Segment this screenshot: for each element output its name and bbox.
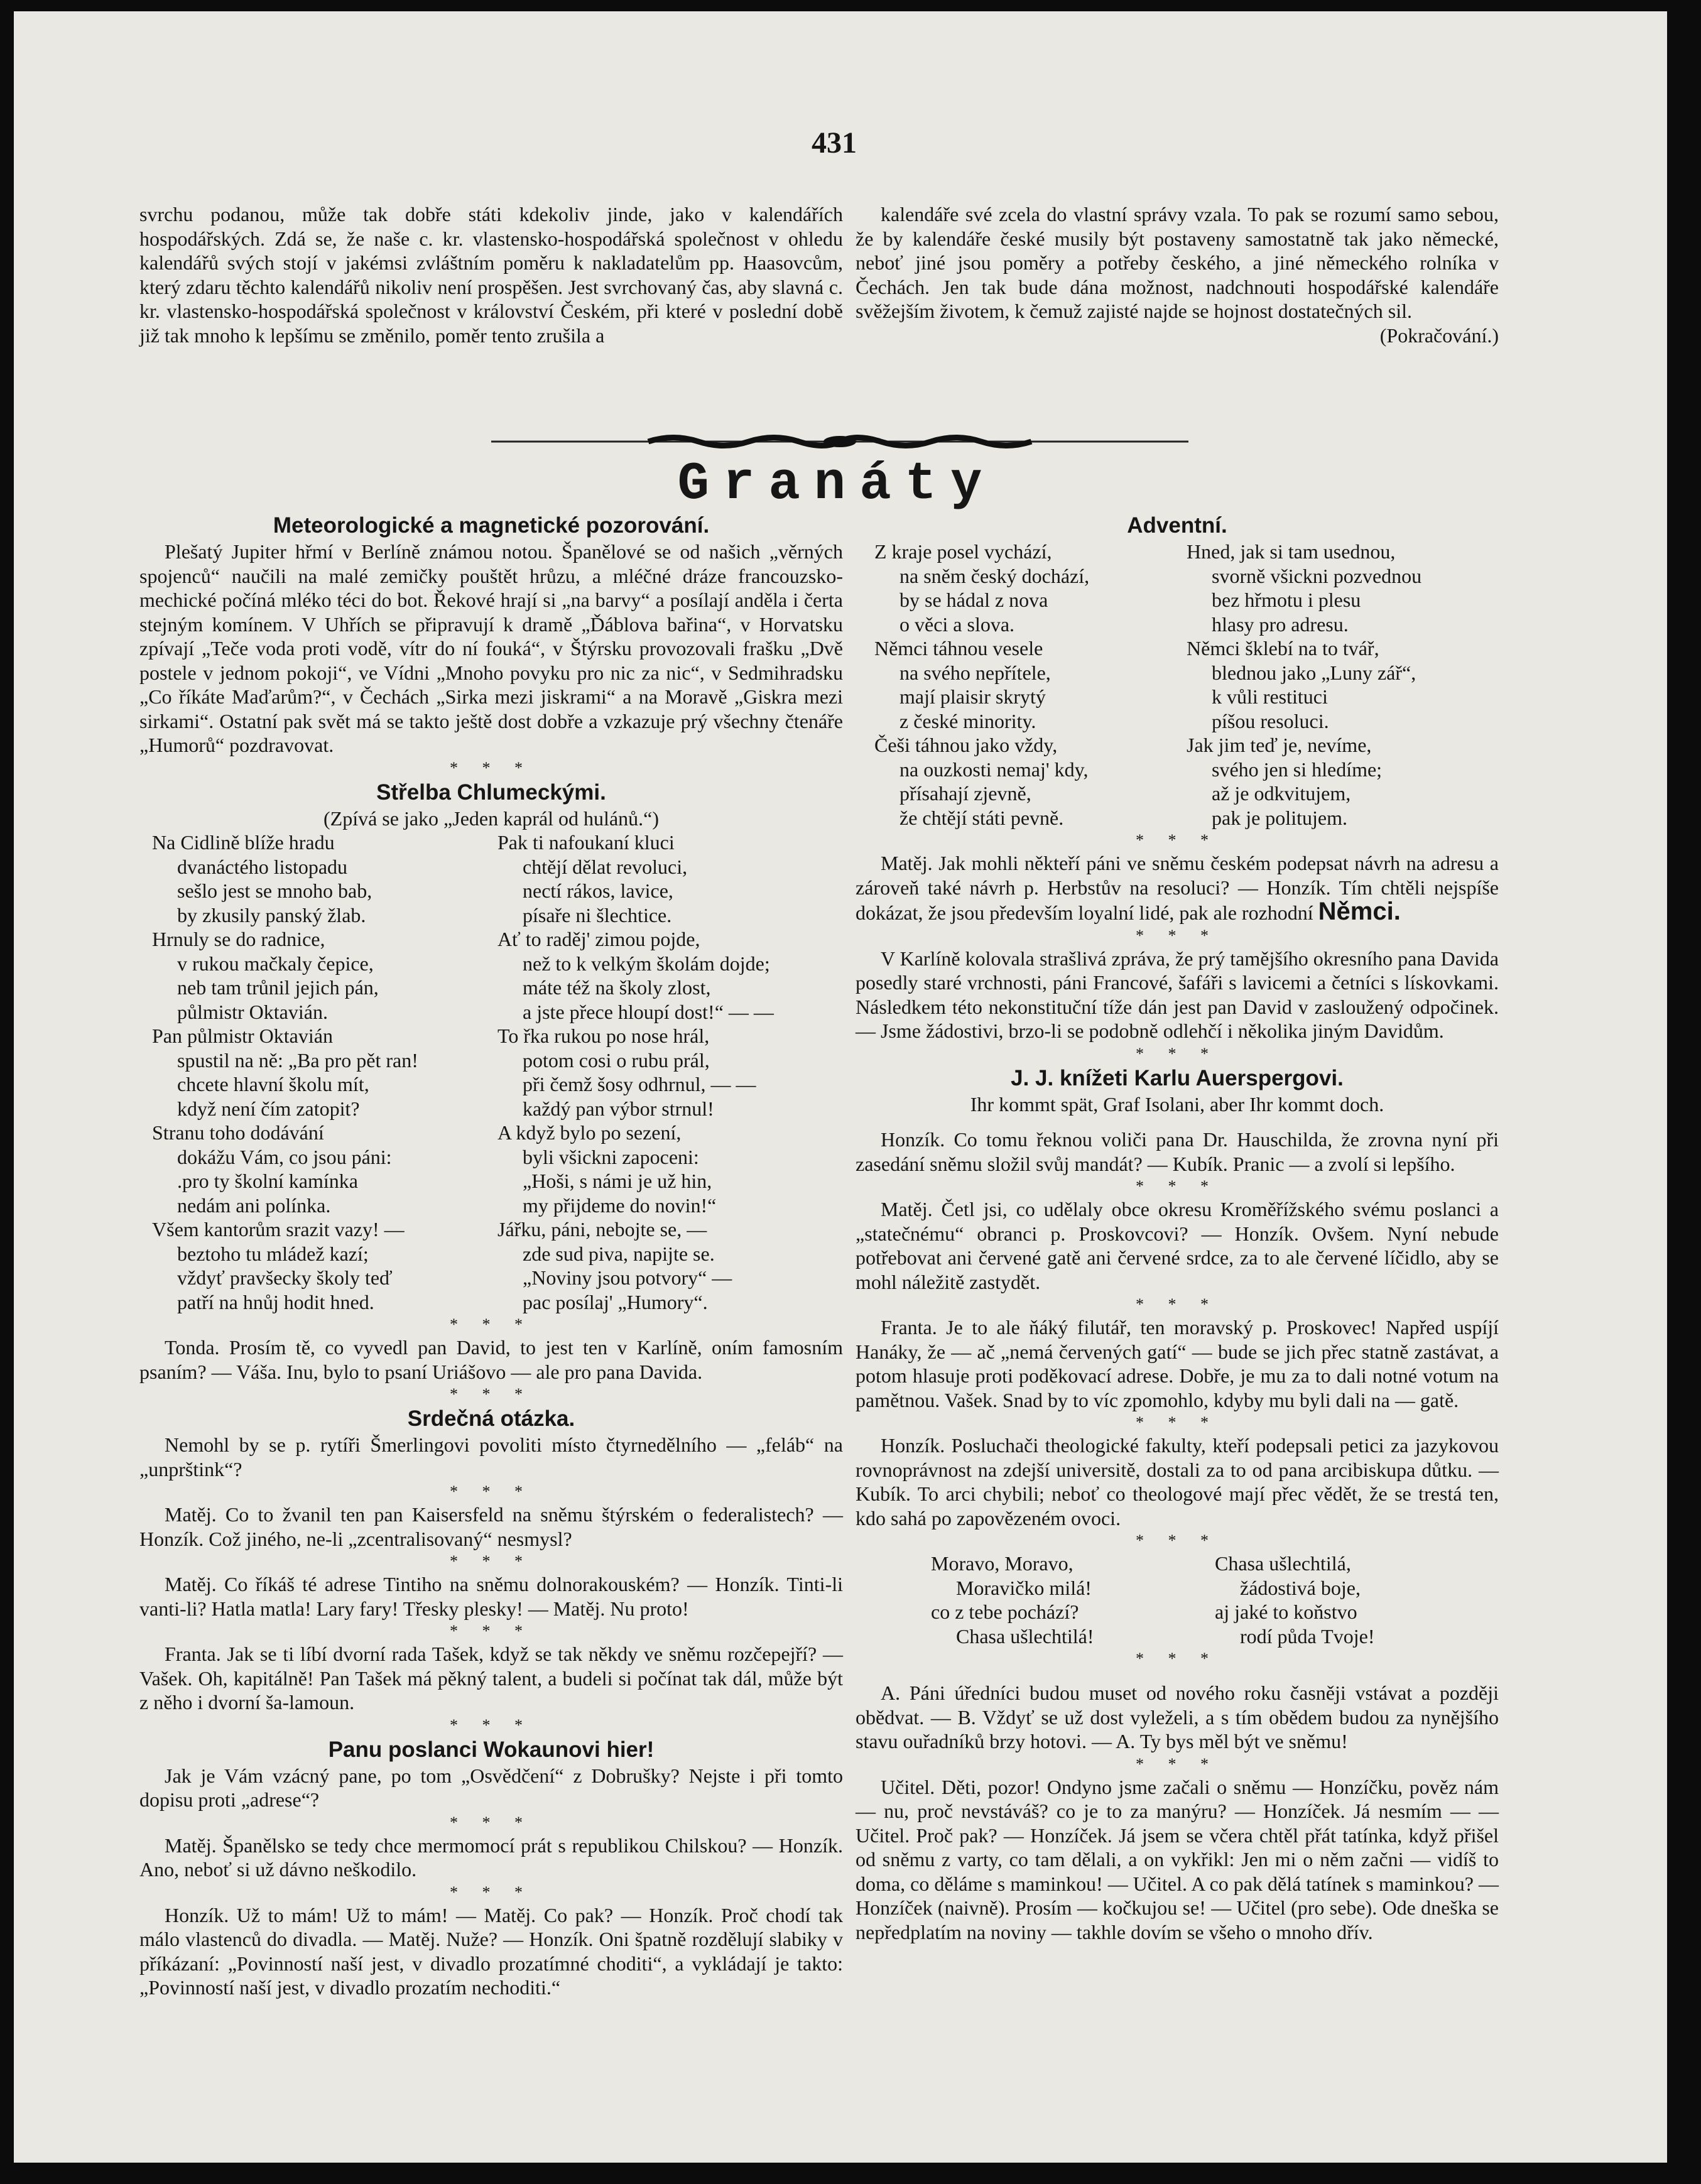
separator-stars: * * * [450,1385,533,1403]
poem-line: „Hoši, s námi je už hin, [523,1170,712,1192]
poem-line: o věci a slova. [899,612,1015,636]
matej-dialogue-1: Matěj. Co to žvanil ten pan Kaisersfeld na sněmu štýrském o federalistech? — Honzík. Což jiného, ne-li „zcentralisovaný“ nesmysl? [139,1503,843,1550]
poem-line: máte též na školy zlost, [523,976,711,999]
poem-line: mají plaisir skrytý [899,685,1046,708]
poem-column-left [931,1551,1215,1648]
separator-stars: * * * [1136,1044,1219,1063]
auersperg-heading: J. J. knížeti Karlu Auerspergovi. [1011,1065,1344,1090]
poem-column-left [856,540,1187,830]
poem-line: a jste přece hloupí dost!“ — — [523,1000,774,1023]
ornament-divider [491,433,1188,450]
separator-stars: * * * [450,1715,533,1734]
poem-line: Pan půlmistr Oktavián [152,1024,333,1047]
karlin-text: V Karlíně kolovala strašlivá zpráva, že prý tamějšího okresního pana Davida posedly staré vrchnosti, páni Francové, šafáři s lavicemi a četníci s lískovkami. Následkem této nekonstituční tíže dán jest pan David v zasloužený odpočinek. — Jsme žádostivi, brzo-li se podobně odlehčí i několika jiným Davidům. [856,947,1499,1042]
nemci-word: Němci. [1318,898,1401,925]
tonda-dialogue: Tonda. Prosím tě, co vyvedl pan David, to jest ten v Karlíně, oním famosním psaním? — Váša. Inu, bylo to psaní Uriášovo — ale pro pana Davida. [139,1336,843,1383]
auersperg-quote: Ihr kommt spät, Graf Isolani, aber Ihr kommt doch. [970,1092,1384,1116]
poem-line: .pro ty školní kamínka [177,1170,358,1192]
poem-line: svého jen si hledíme; [1212,758,1383,781]
poem-line: při čemž šosy odhrnul, — — [523,1073,756,1095]
honzik-theology-dialogue: Honzík. Posluchači theologické fakulty, kteří podepsali petici za jazykovou rovnoprávnost na zdejší universitě, dostali za to od pana arcibiskupa důtku. — Kubík. To arci chybili; neboť co theologové mají přec vědět, že se trestá ten, kdo sahá po zapovězeném ovoci. [856,1434,1499,1529]
poem-line: Pak ti nafoukaní kluci [497,831,675,854]
poem-line: píšou resoluci. [1212,709,1329,732]
poem-line: až je odkvitujem, [1212,782,1351,805]
separator-stars: * * * [1136,1649,1219,1668]
ucitel-dialogue: Učitel. Děti, pozor! Ondyno jsme začali o sněmu — Honzíčku, pověz nám — nu, proč nevstáváš? co je to za manýru? — Honzíček. Já nesmím — — Učitel. Proč pak? — Honzíček. Já jsem se včera chtěl přát tatínka, když přišel od sněmu z varty, co tam dělali, a on vykřikl: Jen mi o něm začni — vidíš to doma, co děláme s maminkou! — Učitel. A co pak dělá tatínek s maminkou? — Honzíček (naivně). Prosím — kočkujou se! — Učitel (pro sebe). Ode dneška se nepředplatím na noviny — takhle dovím se všeho o mnoho dřív. [856,1775,1499,1943]
right-column [856,512,1499,1944]
poem-line: písaře ni šlechtice. [523,903,672,926]
strelba-subtitle: (Zpívá se jako „Jeden kaprál od hulánů.“) [323,807,659,830]
poem-line: Ať to raděj' zimou pojde, [497,928,700,950]
poem-line: v rukou mačkaly čepice, [177,952,374,975]
matej-dialogue-3: Matěj. Španělsko se tedy chce mermomocí prát s republikou Chilskou? — Honzík. Ano, neboť si už dávno neškodilo. [139,1834,843,1881]
poem-line: aj jaké to koňstvo [1215,1600,1357,1623]
poem-line: co z tebe pochází? [931,1600,1079,1623]
poem-line: Češi táhnou jako vždy, [874,734,1058,756]
separator-stars: * * * [1136,1177,1219,1195]
separator-stars: * * * [450,1552,533,1570]
poem-line: Hrnuly se do radnice, [152,928,325,950]
poem-line: Chasa ušlechtilá, [1215,1552,1351,1575]
poem-line: Jářku, páni, nebojte se, — [497,1218,707,1241]
continued-note: (Pokračování.) [1379,323,1499,347]
poem-line: přísahají zjevně, [899,782,1031,805]
separator-stars: * * * [1136,1754,1219,1773]
page-number: 431 [812,126,857,160]
separator-stars: * * * [1136,1413,1219,1432]
poem-line: Chasa ušlechtilá! [956,1624,1094,1648]
separator-stars: * * * [450,1482,533,1501]
poem-column-right [497,830,843,1314]
left-column [139,512,843,2000]
advent-poem [856,540,1499,830]
poem-line: vždyť pravšecky školy teď [177,1266,393,1289]
top-right-column [856,202,1499,347]
top-right-text: kalendáře své zcela do vlastní správy vzala. To pak se rozumí samo sebou, že by kalendáře české musily být postaveny samostatně tak jako německé, neboť jiné jsou poměry a potřeby českého, a jiné německého rolníka v Čechách. Jen tak bude dána možnost, nadchnouti hospodářské kalendáře svěžejším životem, k čemuž zajisté najde se hojnost dostatečných sil. [856,203,1499,322]
poem-line: Z kraje posel vychází, [874,540,1052,563]
poem-line: Jak jim teď je, nevíme, [1187,734,1372,756]
top-left-text: svrchu podanou, může tak dobře státi kdekoliv jinde, jako v kalendářích hospodářských. Zdá se, že naše c. kr. vlastensko-hospodářská společnost v ohledu kalendářů svých stojí v jakémsi zvláštním poměru k nakladatelům pp. Haasovcům, který zdaru těchto kalendářů nikoliv není prospěšen. Jest svrchovaný čas, aby slavná c. kr. vlastensko-hospodářská společnost v království Českém, při které v poslední době již tak mnoho k lepšímu se změnilo, poměr tento zrušila a [139,203,843,347]
poem-line: když není čím zatopit? [177,1097,360,1120]
poem-line: beztoho tu mládež kazí; [177,1242,369,1265]
poem-line: půlmistr Oktavián. [177,1000,328,1023]
meteo-heading: Meteorologické a magnetické pozorování. [273,513,710,538]
honzik-dialogue: Honzík. Už to mám! Už to mám! — Matěj. Co pak? — Honzík. Proč chodí tak málo vlastenců do divadla. — Matěj. Nuže? — Honzík. Oni špatně rozdělují slabiky v příkázaní: „Povinností naší jest, v divadlo prozatímné choditi“, a vykládají je takto: „Povinností naší jest, v divadlo prozatím nechoditi.“ [139,1903,843,1999]
poem-line: Němci šklebí na to tvář, [1187,637,1379,660]
poem-column-right [1215,1551,1499,1648]
franta-dialogue: Franta. Jak se ti líbí dvorní rada Tašek, když se tak někdy ve sněmu rozčepejří? — Vašek. Oh, kapitálně! Pan Tašek má pěkný talent, a budeli si počínat tak dál, může být z něho i dvorní ša-lamoun. [139,1643,843,1714]
advent-heading: Adventní. [1127,513,1227,538]
srdecna-text: Nemohl by se p. rytíři Šmerlingovi povoliti místo čtyrnedělního — „feláb“ na „unprštink“? [139,1433,843,1480]
poem-line: dvanáctého listopadu [177,855,348,878]
poem-line: Moravo, Moravo, [931,1552,1073,1575]
poem-line: Němci táhnou vesele [874,637,1043,660]
poem-line: než to k velkým školám dojde; [523,952,770,975]
poem-line: by zkusily panský žlab. [177,903,366,926]
poem-line: chcete hlavní školu mít, [177,1073,369,1095]
poem-line: Hned, jak si tam usednou, [1187,540,1396,563]
franta-filutar-dialogue: Franta. Je to ale ňáký filutář, ten moravský p. Proskovec! Napřed uspíjí Hanáky, že — ač „nemá červených gatí“ — bude se jich přec statně zastávat, a potom hlasuje proti poděkovací adrese. Dobře, je mu za to dali notné votum na pamětnou. Vašek. Snad by to víc zpomohlo, kdyby mu byli dali na — gatě. [856,1316,1499,1411]
matej-adresa-text: Matěj. Jak mohli někteří páni ve sněmu českém podepsat návrh na adresu a zároveň také návrh p. Herbstův na resoluci? — Honzík. Tím chtěli nejspíše dokázat, že jsou především loyalní lidé, pak ale rozhodní [856,852,1499,924]
poem-line: zde sud piva, napijte se. [523,1242,715,1265]
srdecna-heading: Srdečná otázka. [407,1406,575,1431]
poem-line: neb tam trůnil jejich pán, [177,976,379,999]
matej-kromeriz-dialogue: Matěj. Četl jsi, co udělaly obce okresu Kroměřížského svému poslanci a „statečnému“ obranci p. Proskovcovi? — Honzík. Ovšem. Nyní nebude potřebovat ani červené gatě ani červené srdce, za to ale červené líčidlo, aby se mohl náležitě zastydět. [856,1198,1499,1293]
poem-line: Na Cidlině blíže hradu [152,831,335,854]
poem-line: by se hádal z nova [899,589,1048,611]
poem-line: sešlo jest se mnoho bab, [177,879,372,902]
poem-line: na sněm český dochází, [899,564,1090,587]
separator-stars: * * * [1136,1531,1219,1550]
wokaun-heading: Panu poslanci Wokaunovi hier! [328,1737,655,1762]
poem-line: k vůli restituci [1212,685,1328,708]
poem-line: Všem kantorům srazit vazy! — [152,1218,405,1241]
poem-line: každý pan výbor strnul! [523,1097,714,1120]
poem-line: že chtějí státi pevně. [899,806,1064,829]
poem-line: na ouzkosti nemaj' kdy, [899,758,1089,781]
poem-line: z české minority. [899,709,1036,732]
strelba-poem [139,830,843,1314]
separator-stars: * * * [1136,831,1219,849]
poem-line: svorně všickni pozvednou [1212,564,1422,587]
poem-line: bez hřmotu i plesu [1212,589,1361,611]
poem-line: blednou jako „Luny zář“, [1212,661,1416,684]
meteo-text: Plešatý Jupiter hřmí v Berlíně známou notou. Španělové se od našich „věrných spojenců“ naučili na malé zemičky pouštět hrůzu, a mléčné dráze francouzsko-mechické počíná mléko téci do bot. Řekové hrají si „na barvy“ a posílají anděla i čerta stejným komínem. V Uhřích se připravují k dramě „Ďáblova bařina“, v Horvatsku zpívají „Teče voda proti vodě, vítr do ní fouká“, v Štýrsku provozovali frašku „Dvě postele v jednom pokoji“, ve Vídni „Mnoho povyku pro nic za nic“, v Sedmihradsku „Co říkáte Maďarům?“, v Čechách „Sirka mezi jiskrami“ a na Moravě „Giskra mezi sirkami“. Ostatní pak svět má se takto ještě dost dobře a vzkazuje prý všechny čtenáře „Humorů“ pozdravovat. [139,540,843,756]
poem-line: A když bylo po sezení, [497,1121,682,1144]
poem-line: Moravičko milá! [956,1576,1092,1599]
poem-column-right [1187,540,1499,830]
separator-stars: * * * [450,1882,533,1901]
poem-line: na svého nepřítele, [899,661,1051,684]
strelba-heading: Střelba Chlumeckými. [376,780,606,805]
poem-line: potom cosi o rubu prál, [523,1048,710,1072]
poem-line: „Noviny jsou potvory“ — [523,1266,732,1289]
separator-stars: * * * [450,1813,533,1832]
morava-poem [856,1551,1499,1648]
top-left-column [139,202,843,347]
page-title: Granáty [677,455,996,514]
matej-adresa-dialogue [856,851,1499,925]
ab-dialogue: A. Páni úředníci budou muset od nového roku časněji vstávat a později obědvat. — B. Vždyť se už dost vyleželi, a s tím obědem budou za nynějšího stavu ouřadníků brzy hotovi. — A. Ty bys měl být ve sněmu! [856,1681,1499,1752]
poem-line: To řka rukou po nose hrál, [497,1024,710,1047]
separator-stars: * * * [450,1622,533,1640]
poem-line: žádostivá boje, [1240,1576,1361,1599]
separator-stars: * * * [1136,926,1219,945]
poem-line: nedám ani polínka. [177,1193,331,1217]
poem-line: dokážu Vám, co jsou páni: [177,1145,392,1168]
poem-column-left [139,830,497,1314]
poem-line: patří na hnůj hodit hned. [177,1290,374,1313]
separator-stars: * * * [450,758,533,777]
poem-line: pac posílaj' „Humory“. [523,1290,708,1313]
poem-line: rodí půda Tvoje! [1240,1624,1375,1648]
poem-line: chtějí dělat revoluci, [523,855,688,878]
poem-line: pak je politujem. [1212,806,1347,829]
poem-line: spustil na ně: „Ba pro pět ran! [177,1048,418,1072]
poem-line: nectí rákos, lavice, [523,879,673,902]
poem-line: Stranu toho dodávání [152,1121,324,1144]
wokaun-text: Jak je Vám vzácný pane, po tom „Osvědčení“ z Dobrušky? Nejste i při tomto dopisu proti „adrese“? [139,1764,843,1811]
poem-line: hlasy pro adresu. [1212,612,1349,636]
poem-line: my přijdeme do novin!“ [523,1193,717,1217]
separator-stars: * * * [1136,1295,1219,1313]
newspaper-page [14,11,1667,2163]
separator-stars: * * * [450,1315,533,1334]
honzik-hauschild-dialogue: Honzík. Co tomu řeknou voliči pana Dr. Hauschilda, že zrovna nyní při zasedání sněmu složil svůj mandát? — Kubík. Pranic — a zvolí si lepšího. [856,1128,1499,1175]
matej-dialogue-2: Matěj. Co říkáš té adrese Tintiho na sněmu dolnorakouském? — Honzík. Tinti-li vanti-li? Hatla matla! Lary fary! Třesky plesky! — Matěj. Nu proto! [139,1573,843,1620]
poem-line: byli všickni zapoceni: [523,1145,699,1168]
